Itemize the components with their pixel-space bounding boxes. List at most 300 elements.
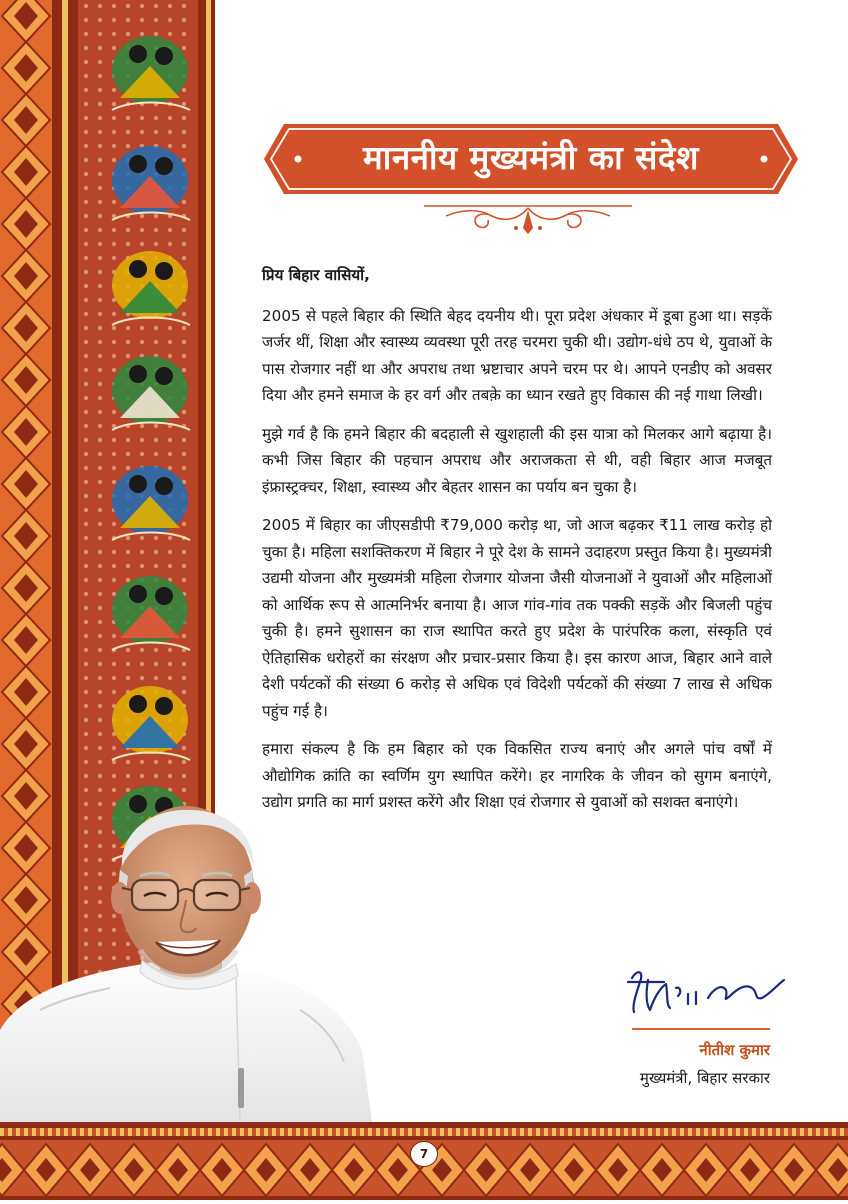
tick-pattern-icon bbox=[112, 1128, 116, 1136]
dot-pattern-icon bbox=[84, 186, 88, 190]
tick-pattern-icon bbox=[728, 1128, 732, 1136]
tick-pattern-icon bbox=[400, 1128, 404, 1136]
dot-pattern-icon bbox=[154, 228, 158, 232]
tick-pattern-icon bbox=[688, 1128, 692, 1136]
dot-pattern-icon bbox=[168, 662, 172, 666]
dot-pattern-icon bbox=[98, 102, 102, 106]
dot-pattern-icon bbox=[84, 396, 88, 400]
figure-head-icon bbox=[129, 585, 147, 603]
dot-pattern-icon bbox=[112, 256, 116, 260]
dot-pattern-icon bbox=[112, 592, 116, 596]
dot-pattern-icon bbox=[168, 354, 172, 358]
tick-pattern-icon bbox=[56, 1128, 60, 1136]
tick-pattern-icon bbox=[544, 1128, 548, 1136]
dot-pattern-icon bbox=[84, 620, 88, 624]
figure-head-icon bbox=[155, 477, 173, 495]
letter-paragraph: हमारा संकल्प है कि हम बिहार को एक विकसित राज्य बनाएं और अगले पांच वर्षों में औद्योगिक क्रांति का स्वर्णिम युग स्थापित करेंगे। हर नागरिक के जीवन को सुगम बनाएंगे, उद्योग प्रगति का मार्ग प्रशस्त करेंगे और शिक्षा एवं रोजगार से युवाओं को सशक्त बनाएंगे। bbox=[262, 740, 772, 811]
dot-pattern-icon bbox=[112, 438, 116, 442]
dot-pattern-icon bbox=[112, 690, 116, 694]
dot-pattern-icon bbox=[168, 116, 172, 120]
dot-pattern-icon bbox=[98, 634, 102, 638]
tick-pattern-icon bbox=[440, 1128, 444, 1136]
dot-pattern-icon bbox=[112, 228, 116, 232]
tick-pattern-icon bbox=[776, 1128, 780, 1136]
dot-pattern-icon bbox=[112, 88, 116, 92]
tick-pattern-icon bbox=[624, 1128, 628, 1136]
dot-pattern-icon bbox=[154, 452, 158, 456]
tick-pattern-icon bbox=[568, 1128, 572, 1136]
dot-pattern-icon bbox=[112, 340, 116, 344]
figure-head-icon bbox=[155, 262, 173, 280]
dot-pattern-icon bbox=[98, 4, 102, 8]
tick-pattern-icon bbox=[184, 1128, 188, 1136]
tick-pattern-icon bbox=[800, 1128, 804, 1136]
salutation: प्रिय बिहार वासियों, bbox=[262, 266, 370, 284]
dot-pattern-icon bbox=[84, 690, 88, 694]
tick-pattern-icon bbox=[656, 1128, 660, 1136]
tick-pattern-icon bbox=[680, 1128, 684, 1136]
tick-pattern-icon bbox=[160, 1128, 164, 1136]
tick-pattern-icon bbox=[600, 1128, 604, 1136]
letter-paragraph: 2005 से पहले बिहार की स्थिति बेहद दयनीय थी। पूरा प्रदेश अंधकार में डूबा हुआ था। सड़कें जर्जर थीं, शिक्षा और स्वास्थ्य व्यवस्था पूरी तरह चरमरा चुकी थी। उद्योग-धंधे ठप थे, युवाओं के पास रोजगार नहीं था और अपराध तथा भ्रष्टाचार अपने चरम पर थे। आपने एनडीए को अवसर दिया और हमने समाज के हर वर्ग और तबक़े का ध्यान रखते हुए विकास की नई गाथा लिखी। bbox=[262, 306, 772, 404]
tick-pattern-icon bbox=[576, 1128, 580, 1136]
tick-pattern-icon bbox=[472, 1128, 476, 1136]
dot-pattern-icon bbox=[112, 564, 116, 568]
dot-pattern-icon bbox=[126, 452, 130, 456]
dot-pattern-icon bbox=[84, 116, 88, 120]
dot-pattern-icon bbox=[126, 242, 130, 246]
flourish-ornament-icon bbox=[420, 198, 636, 242]
dot-pattern-icon bbox=[126, 32, 130, 36]
dot-pattern-icon bbox=[98, 186, 102, 190]
dot-pattern-icon bbox=[84, 4, 88, 8]
dot-pattern-icon bbox=[112, 354, 116, 358]
dot-pattern-icon bbox=[140, 116, 144, 120]
tick-pattern-icon bbox=[720, 1128, 724, 1136]
tick-pattern-icon bbox=[16, 1128, 20, 1136]
dot-pattern-icon bbox=[112, 18, 116, 22]
tick-pattern-icon bbox=[648, 1128, 652, 1136]
dot-pattern-icon bbox=[182, 32, 186, 36]
tick-pattern-icon bbox=[240, 1128, 244, 1136]
dot-pattern-icon bbox=[98, 424, 102, 428]
dot-pattern-icon bbox=[154, 676, 158, 680]
bottom-band-stripe bbox=[0, 1136, 848, 1140]
dot-pattern-icon bbox=[182, 200, 186, 204]
dot-pattern-icon bbox=[98, 298, 102, 302]
dot-pattern-icon bbox=[98, 536, 102, 540]
dot-pattern-icon bbox=[98, 60, 102, 64]
dot-pattern-icon bbox=[98, 746, 102, 750]
tick-pattern-icon bbox=[768, 1128, 772, 1136]
dot-pattern-icon bbox=[98, 116, 102, 120]
dot-pattern-icon bbox=[112, 410, 116, 414]
bottom-band-stripe bbox=[0, 1196, 848, 1200]
dot-pattern-icon bbox=[98, 396, 102, 400]
dot-pattern-icon bbox=[140, 438, 144, 442]
dot-pattern-icon bbox=[182, 88, 186, 92]
dot-pattern-icon bbox=[168, 452, 172, 456]
tick-pattern-icon bbox=[344, 1128, 348, 1136]
tick-pattern-icon bbox=[224, 1128, 228, 1136]
dot-pattern-icon bbox=[182, 46, 186, 50]
tick-pattern-icon bbox=[376, 1128, 380, 1136]
dot-pattern-icon bbox=[154, 242, 158, 246]
dot-pattern-icon bbox=[98, 354, 102, 358]
tick-pattern-icon bbox=[592, 1128, 596, 1136]
tick-pattern-icon bbox=[280, 1128, 284, 1136]
title-banner bbox=[262, 122, 800, 196]
tick-pattern-icon bbox=[24, 1128, 28, 1136]
dot-pattern-icon bbox=[140, 536, 144, 540]
tick-pattern-icon bbox=[216, 1128, 220, 1136]
dot-pattern-icon bbox=[154, 564, 158, 568]
dot-pattern-icon bbox=[98, 480, 102, 484]
tick-pattern-icon bbox=[784, 1128, 788, 1136]
dot-pattern-icon bbox=[112, 130, 116, 134]
tick-pattern-icon bbox=[416, 1128, 420, 1136]
dot-pattern-icon bbox=[182, 18, 186, 22]
dot-pattern-icon bbox=[84, 774, 88, 778]
tick-pattern-icon bbox=[88, 1128, 92, 1136]
dot-pattern-icon bbox=[84, 536, 88, 540]
dot-pattern-icon bbox=[98, 508, 102, 512]
signatory-designation: मुख्यमंत्री, बिहार सरकार bbox=[639, 1069, 770, 1087]
tick-pattern-icon bbox=[520, 1128, 524, 1136]
dot-pattern-icon bbox=[98, 494, 102, 498]
dot-pattern-icon bbox=[140, 18, 144, 22]
tick-pattern-icon bbox=[464, 1128, 468, 1136]
dot-pattern-icon bbox=[182, 368, 186, 372]
dot-pattern-icon bbox=[112, 144, 116, 148]
signatory-name: नीतीश कुमार bbox=[699, 1041, 770, 1059]
tick-pattern-icon bbox=[352, 1128, 356, 1136]
message-letter bbox=[262, 262, 772, 828]
dot-pattern-icon bbox=[112, 242, 116, 246]
tick-pattern-icon bbox=[312, 1128, 316, 1136]
dot-pattern-icon bbox=[168, 228, 172, 232]
dot-pattern-icon bbox=[126, 676, 130, 680]
page-title: माननीय मुख्यमंत्री का संदेश bbox=[363, 138, 699, 177]
dot-pattern-icon bbox=[154, 760, 158, 764]
dot-pattern-icon bbox=[84, 704, 88, 708]
dot-pattern-icon bbox=[98, 144, 102, 148]
dot-pattern-icon bbox=[140, 214, 144, 218]
dot-pattern-icon bbox=[84, 18, 88, 22]
tick-pattern-icon bbox=[424, 1128, 428, 1136]
figure-head-icon bbox=[155, 697, 173, 715]
tick-pattern-icon bbox=[528, 1128, 532, 1136]
tick-pattern-icon bbox=[208, 1128, 212, 1136]
tick-pattern-icon bbox=[536, 1128, 540, 1136]
dot-pattern-icon bbox=[126, 340, 130, 344]
dot-pattern-icon bbox=[112, 368, 116, 372]
tick-pattern-icon bbox=[320, 1128, 324, 1136]
dot-pattern-icon bbox=[84, 242, 88, 246]
dot-pattern-icon bbox=[126, 144, 130, 148]
tick-pattern-icon bbox=[696, 1128, 700, 1136]
tick-pattern-icon bbox=[392, 1128, 396, 1136]
dot-pattern-icon bbox=[84, 312, 88, 316]
dot-pattern-icon bbox=[112, 102, 116, 106]
dot-pattern-icon bbox=[140, 564, 144, 568]
tick-pattern-icon bbox=[448, 1128, 452, 1136]
tick-pattern-icon bbox=[560, 1128, 564, 1136]
dot-pattern-icon bbox=[182, 256, 186, 260]
dot-pattern-icon bbox=[126, 760, 130, 764]
dot-pattern-icon bbox=[126, 354, 130, 358]
dot-pattern-icon bbox=[84, 746, 88, 750]
tick-pattern-icon bbox=[432, 1128, 436, 1136]
tick-pattern-icon bbox=[752, 1128, 756, 1136]
tick-pattern-icon bbox=[272, 1128, 276, 1136]
dot-pattern-icon bbox=[126, 4, 130, 8]
dot-pattern-icon bbox=[168, 774, 172, 778]
dot-pattern-icon bbox=[98, 522, 102, 526]
dot-pattern-icon bbox=[98, 200, 102, 204]
dot-pattern-icon bbox=[112, 522, 116, 526]
dot-pattern-icon bbox=[168, 32, 172, 36]
dot-pattern-icon bbox=[126, 116, 130, 120]
tick-pattern-icon bbox=[712, 1128, 716, 1136]
tick-pattern-icon bbox=[152, 1128, 156, 1136]
dot-pattern-icon bbox=[182, 354, 186, 358]
dot-pattern-icon bbox=[84, 760, 88, 764]
tick-pattern-icon bbox=[760, 1128, 764, 1136]
dot-pattern-icon bbox=[182, 774, 186, 778]
dot-pattern-icon bbox=[84, 256, 88, 260]
dot-pattern-icon bbox=[168, 564, 172, 568]
tick-pattern-icon bbox=[8, 1128, 12, 1136]
tick-pattern-icon bbox=[48, 1128, 52, 1136]
tick-pattern-icon bbox=[200, 1128, 204, 1136]
dot-pattern-icon bbox=[98, 326, 102, 330]
dot-pattern-icon bbox=[112, 326, 116, 330]
dot-pattern-icon bbox=[182, 690, 186, 694]
tick-pattern-icon bbox=[736, 1128, 740, 1136]
letter-paragraph: मुझे गर्व है कि हमने बिहार की बदहाली से खुशहाली की इस यात्रा को मिलकर आगे बढ़ाया है। कभी जिस बिहार की पहचान अपराध और अराजकता से थी, वही बिहार आज मजबूत इंफ्रास्ट्रक्चर, शिक्षा, स्वास्थ्य और बेहतर शासन का पर्याय बन चुका है। bbox=[262, 424, 772, 496]
dot-pattern-icon bbox=[98, 88, 102, 92]
tick-pattern-icon bbox=[584, 1128, 588, 1136]
chief-minister-portrait bbox=[0, 800, 380, 1122]
dot-pattern-icon bbox=[98, 620, 102, 624]
dot-pattern-icon bbox=[154, 550, 158, 554]
dot-pattern-icon bbox=[112, 158, 116, 162]
dot-pattern-icon bbox=[84, 564, 88, 568]
dot-pattern-icon bbox=[126, 648, 130, 652]
dot-pattern-icon bbox=[182, 102, 186, 106]
dot-pattern-icon bbox=[98, 452, 102, 456]
dot-pattern-icon bbox=[98, 564, 102, 568]
dot-pattern-icon bbox=[84, 788, 88, 792]
tick-pattern-icon bbox=[704, 1128, 708, 1136]
tick-pattern-icon bbox=[744, 1128, 748, 1136]
dot-pattern-icon bbox=[98, 466, 102, 470]
dot-pattern-icon bbox=[154, 424, 158, 428]
dot-pattern-icon bbox=[84, 410, 88, 414]
tick-pattern-icon bbox=[512, 1128, 516, 1136]
dot-pattern-icon bbox=[182, 634, 186, 638]
dot-pattern-icon bbox=[154, 326, 158, 330]
dot-pattern-icon bbox=[112, 774, 116, 778]
figure-head-icon bbox=[155, 587, 173, 605]
tick-pattern-icon bbox=[248, 1128, 252, 1136]
dot-pattern-icon bbox=[98, 438, 102, 442]
dot-pattern-icon bbox=[98, 410, 102, 414]
dot-pattern-icon bbox=[84, 480, 88, 484]
tick-pattern-icon bbox=[616, 1128, 620, 1136]
tick-pattern-icon bbox=[504, 1128, 508, 1136]
figure-head-icon bbox=[129, 365, 147, 383]
tick-pattern-icon bbox=[632, 1128, 636, 1136]
dot-pattern-icon bbox=[84, 424, 88, 428]
dot-pattern-icon bbox=[154, 774, 158, 778]
dot-pattern-icon bbox=[84, 550, 88, 554]
dot-pattern-icon bbox=[126, 774, 130, 778]
dot-pattern-icon bbox=[168, 760, 172, 764]
dot-pattern-icon bbox=[154, 116, 158, 120]
dot-pattern-icon bbox=[140, 550, 144, 554]
tick-pattern-icon bbox=[408, 1128, 412, 1136]
tick-pattern-icon bbox=[120, 1128, 124, 1136]
tick-pattern-icon bbox=[168, 1128, 172, 1136]
dot-pattern-icon bbox=[126, 438, 130, 442]
dot-pattern-icon bbox=[182, 242, 186, 246]
dot-pattern-icon bbox=[84, 676, 88, 680]
dot-pattern-icon bbox=[84, 270, 88, 274]
dot-pattern-icon bbox=[182, 410, 186, 414]
dot-pattern-icon bbox=[112, 788, 116, 792]
dot-pattern-icon bbox=[98, 662, 102, 666]
dot-pattern-icon bbox=[98, 340, 102, 344]
tick-pattern-icon bbox=[824, 1128, 828, 1136]
dot-pattern-icon bbox=[168, 130, 172, 134]
tick-pattern-icon bbox=[664, 1128, 668, 1136]
dot-pattern-icon bbox=[98, 46, 102, 50]
tick-pattern-icon bbox=[176, 1128, 180, 1136]
figure-head-icon bbox=[155, 157, 173, 175]
dot-pattern-icon bbox=[84, 466, 88, 470]
tick-pattern-icon bbox=[456, 1128, 460, 1136]
dot-pattern-icon bbox=[84, 60, 88, 64]
dot-pattern-icon bbox=[140, 648, 144, 652]
dot-pattern-icon bbox=[112, 662, 116, 666]
dot-pattern-icon bbox=[98, 578, 102, 582]
tick-pattern-icon bbox=[0, 1128, 4, 1136]
dot-pattern-icon bbox=[98, 550, 102, 554]
dot-pattern-icon bbox=[112, 550, 116, 554]
figure-head-icon bbox=[129, 475, 147, 493]
dot-pattern-icon bbox=[98, 284, 102, 288]
tick-pattern-icon bbox=[104, 1128, 108, 1136]
dot-pattern-icon bbox=[84, 732, 88, 736]
dot-pattern-icon bbox=[182, 130, 186, 134]
dot-pattern-icon bbox=[84, 326, 88, 330]
dot-pattern-icon bbox=[126, 466, 130, 470]
tick-pattern-icon bbox=[384, 1128, 388, 1136]
dot-pattern-icon bbox=[84, 46, 88, 50]
dot-pattern-icon bbox=[98, 130, 102, 134]
dot-pattern-icon bbox=[84, 522, 88, 526]
dot-pattern-icon bbox=[112, 676, 116, 680]
dot-pattern-icon bbox=[98, 172, 102, 176]
dot-pattern-icon bbox=[84, 368, 88, 372]
dot-pattern-icon bbox=[168, 466, 172, 470]
tick-pattern-icon bbox=[64, 1128, 68, 1136]
dot-pattern-icon bbox=[112, 452, 116, 456]
letter-paragraph: 2005 में बिहार का जीएसडीपी ₹79,000 करोड़ था, जो आज बढ़कर ₹11 लाख करोड़ हो चुका है। महिला सशक्तिकरण में बिहार ने पूरे देश के सामने उदाहरण प्रस्तुत किया है। मुख्यमंत्री उद्यमी योजना और मुख्यमंत्री महिला रोजगार योजना जैसी योजनाओं ने युवाओं और महिलाओं को आर्थिक रूप से आत्मनिर्भर बनाया है। आज गांव-गांव तक पक्की सड़कें और बिजली पहुंच चुकी है। हमने सुशासन का राज स्थापित करते हुए प्रदेश के पारंपरिक कला, संस्कृति एवं ऐतिहासिक धरोहरों का संरक्षण और प्रचार-प्रसार किया है। इस कारण आज, बिहार आने वाले देशी पर्यटकों की संख्या 6 करोड़ से अधिक एवं विदेशी पर्यटकों की संख्या 7 लाख से अधिक पहुंच गई है। bbox=[262, 516, 772, 720]
dot-pattern-icon bbox=[98, 690, 102, 694]
tick-pattern-icon bbox=[368, 1128, 372, 1136]
dot-pattern-icon bbox=[168, 550, 172, 554]
dot-pattern-icon bbox=[168, 144, 172, 148]
dot-pattern-icon bbox=[182, 312, 186, 316]
dot-pattern-icon bbox=[84, 648, 88, 652]
dot-pattern-icon bbox=[98, 270, 102, 274]
dot-pattern-icon bbox=[182, 760, 186, 764]
dot-pattern-icon bbox=[84, 494, 88, 498]
dot-pattern-icon bbox=[84, 354, 88, 358]
dot-pattern-icon bbox=[98, 312, 102, 316]
tick-pattern-icon bbox=[288, 1128, 292, 1136]
dot-pattern-icon bbox=[112, 466, 116, 470]
dot-pattern-icon bbox=[126, 228, 130, 232]
dot-pattern-icon bbox=[140, 242, 144, 246]
dot-pattern-icon bbox=[182, 662, 186, 666]
dot-pattern-icon bbox=[140, 130, 144, 134]
dot-pattern-icon bbox=[98, 676, 102, 680]
dot-pattern-icon bbox=[84, 200, 88, 204]
dot-pattern-icon bbox=[112, 578, 116, 582]
dot-pattern-icon bbox=[182, 788, 186, 792]
dot-pattern-icon bbox=[126, 662, 130, 666]
dot-pattern-icon bbox=[98, 648, 102, 652]
handwritten-signature bbox=[618, 958, 788, 1024]
dot-pattern-icon bbox=[98, 214, 102, 218]
dot-pattern-icon bbox=[168, 648, 172, 652]
dot-pattern-icon bbox=[140, 760, 144, 764]
dot-pattern-icon bbox=[98, 774, 102, 778]
dot-pattern-icon bbox=[182, 564, 186, 568]
dot-pattern-icon bbox=[154, 130, 158, 134]
dot-pattern-icon bbox=[112, 4, 116, 8]
tick-pattern-icon bbox=[328, 1128, 332, 1136]
tick-pattern-icon bbox=[640, 1128, 644, 1136]
dot-pattern-icon bbox=[182, 116, 186, 120]
signature-divider bbox=[632, 1028, 770, 1030]
dot-pattern-icon bbox=[182, 4, 186, 8]
dot-pattern-icon bbox=[182, 438, 186, 442]
dot-pattern-icon bbox=[140, 424, 144, 428]
dot-pattern-icon bbox=[84, 340, 88, 344]
tick-pattern-icon bbox=[552, 1128, 556, 1136]
dot-pattern-icon bbox=[154, 18, 158, 22]
dot-pattern-icon bbox=[84, 298, 88, 302]
dot-pattern-icon bbox=[140, 452, 144, 456]
tick-pattern-icon bbox=[264, 1128, 268, 1136]
dot-pattern-icon bbox=[84, 382, 88, 386]
dot-pattern-icon bbox=[112, 312, 116, 316]
tick-pattern-icon bbox=[232, 1128, 236, 1136]
dot-pattern-icon bbox=[182, 452, 186, 456]
dot-pattern-icon bbox=[84, 634, 88, 638]
dot-pattern-icon bbox=[98, 242, 102, 246]
tick-pattern-icon bbox=[840, 1128, 844, 1136]
tick-pattern-icon bbox=[72, 1128, 76, 1136]
dot-pattern-icon bbox=[112, 46, 116, 50]
tick-pattern-icon bbox=[192, 1128, 196, 1136]
dot-pattern-icon bbox=[98, 158, 102, 162]
